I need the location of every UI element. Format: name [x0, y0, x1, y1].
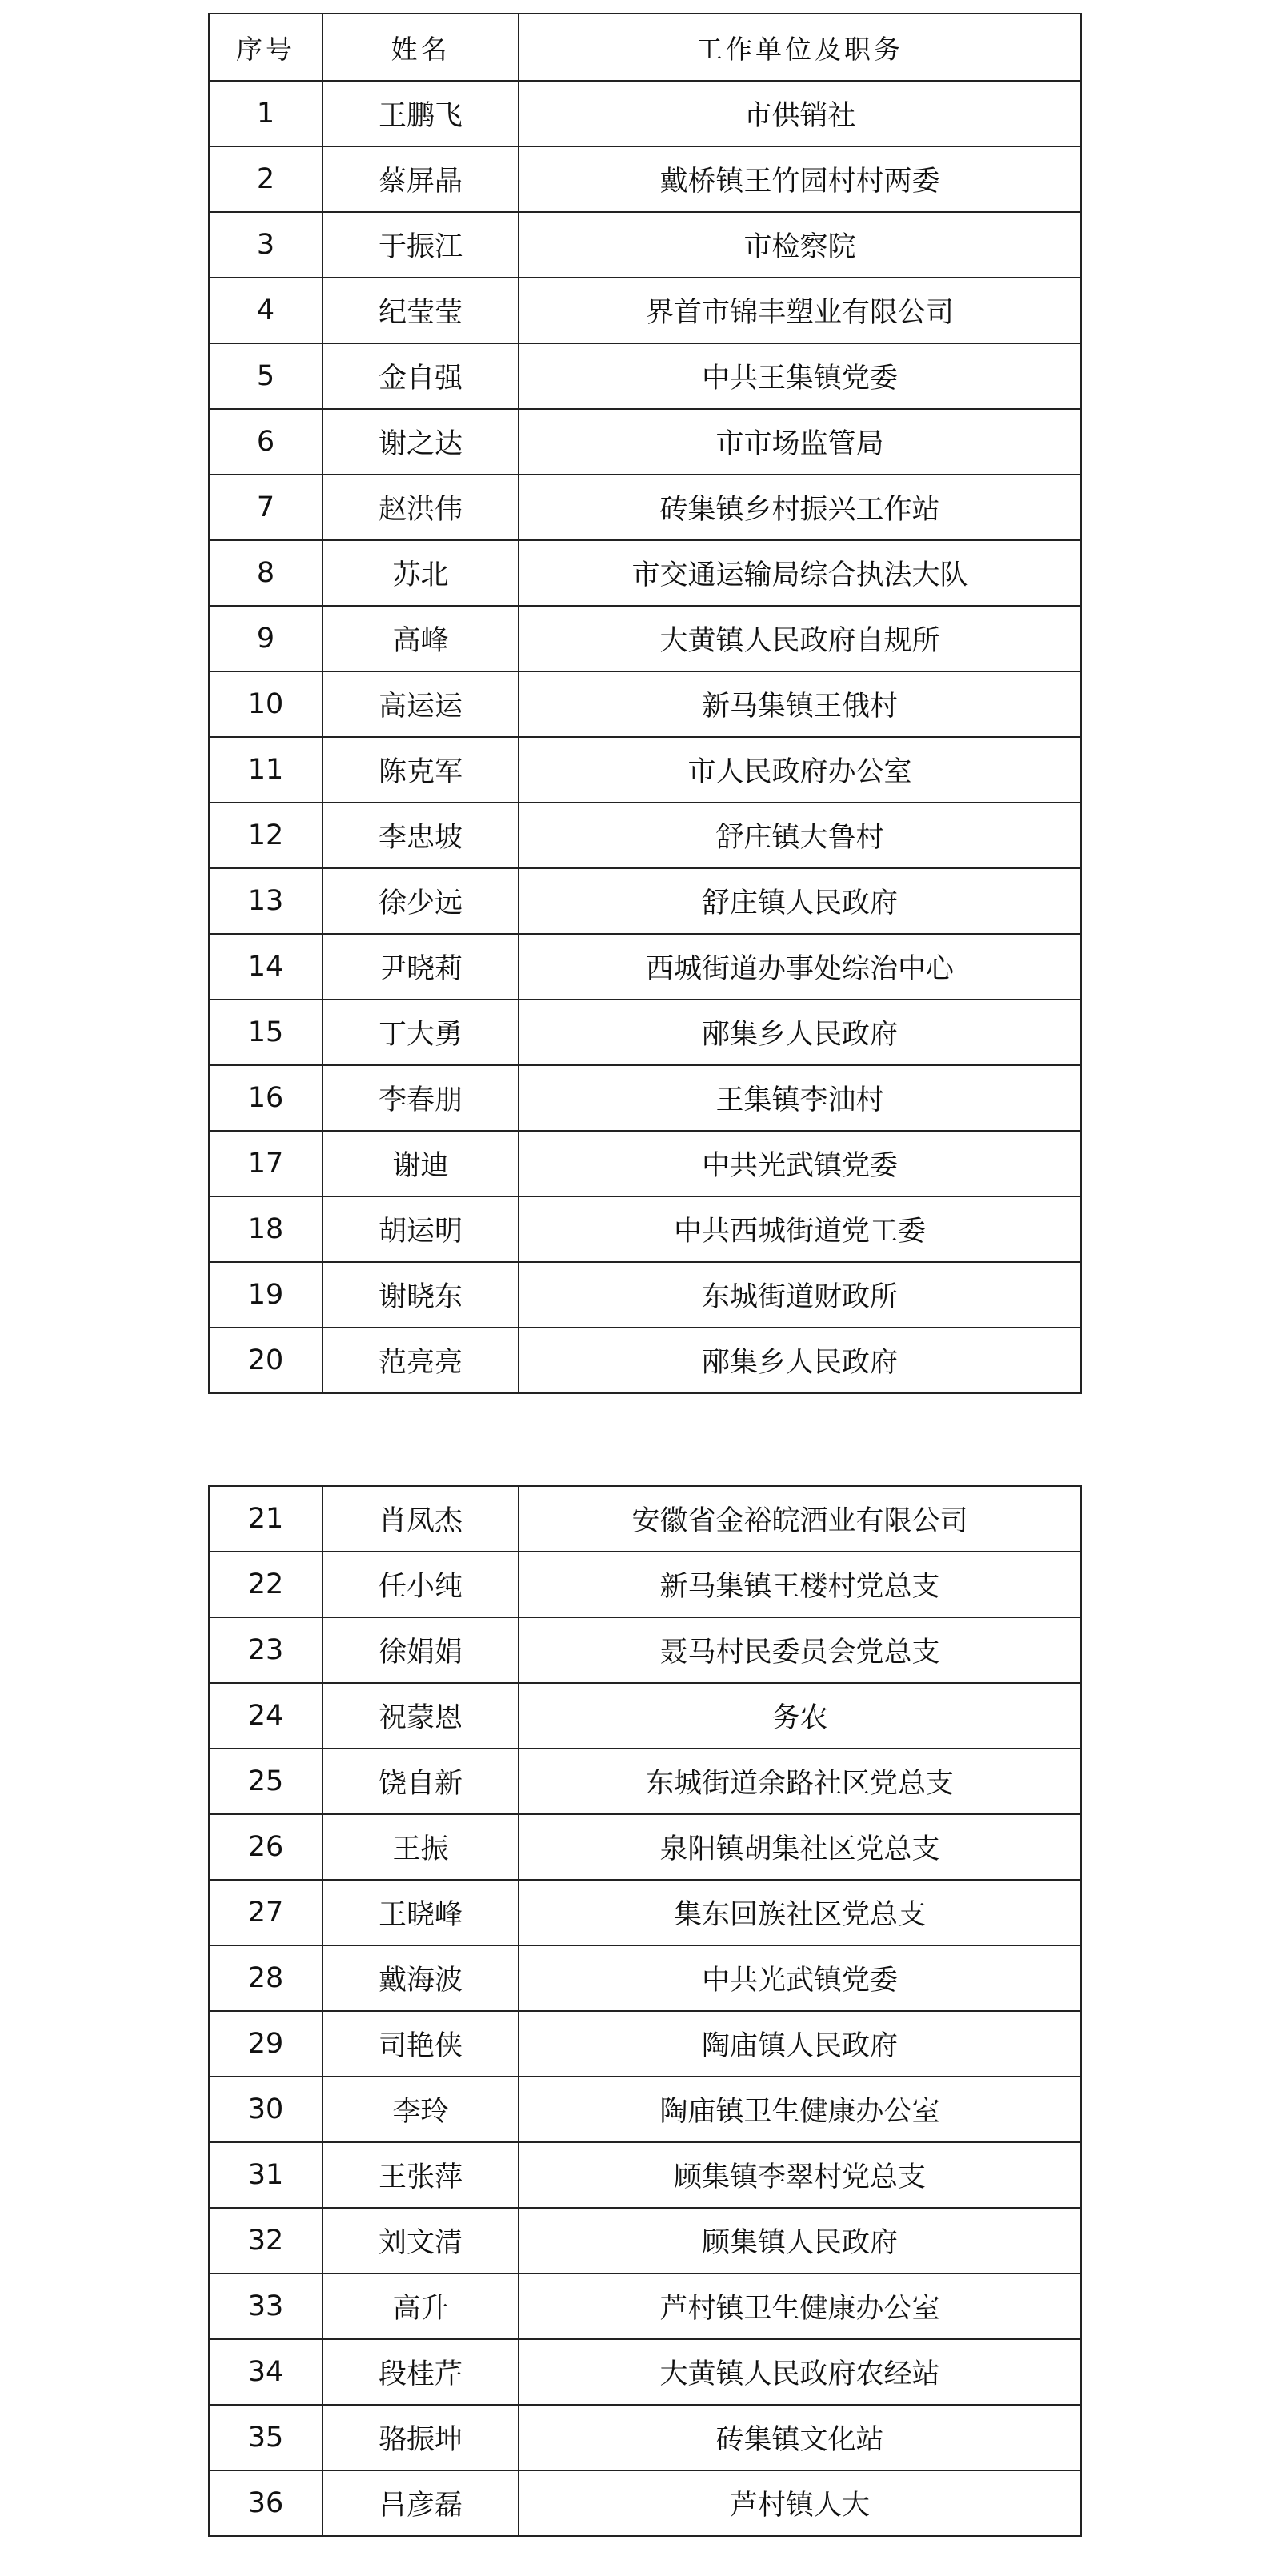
row-org-cell: 市交通运输局综合执法大队	[519, 540, 1081, 606]
table-row	[209, 934, 1081, 1000]
table-row	[209, 1814, 1081, 1880]
row-org-cell: 新马集镇王俄村	[519, 671, 1081, 737]
row-name-cell: 徐娟娟	[323, 1617, 519, 1683]
row-name-cell: 肖凤杰	[323, 1486, 519, 1552]
row-name-cell: 尹晓莉	[323, 934, 519, 1000]
row-org-cell: 中共西城街道党工委	[519, 1196, 1081, 1262]
row-index-cell: 14	[209, 934, 323, 1000]
row-name-cell: 王振	[323, 1814, 519, 1880]
row-index-cell: 17	[209, 1131, 323, 1196]
row-index-cell: 12	[209, 803, 323, 868]
row-index-cell: 21	[209, 1486, 323, 1552]
table-row	[209, 1749, 1081, 1814]
row-org-cell: 邴集乡人民政府	[519, 1000, 1081, 1065]
row-name-cell: 司艳侠	[323, 2011, 519, 2077]
row-index-cell: 15	[209, 1000, 323, 1065]
row-name-cell: 谢晓东	[323, 1262, 519, 1328]
table-row	[209, 409, 1081, 475]
table-row	[209, 606, 1081, 671]
row-org-cell: 东城街道余路社区党总支	[519, 1749, 1081, 1814]
row-index-cell: 31	[209, 2142, 323, 2208]
row-index-cell: 33	[209, 2274, 323, 2339]
row-org-cell: 舒庄镇大鲁村	[519, 803, 1081, 868]
row-org-cell: 界首市锦丰塑业有限公司	[519, 278, 1081, 343]
row-org-cell: 芦村镇卫生健康办公室	[519, 2274, 1081, 2339]
table-row	[209, 1617, 1081, 1683]
row-name-cell: 赵洪伟	[323, 475, 519, 540]
table-row	[209, 1000, 1081, 1065]
row-org-cell: 顾集镇李翠村党总支	[519, 2142, 1081, 2208]
row-org-cell: 市供销社	[519, 81, 1081, 146]
roster-table-1	[208, 13, 1082, 1394]
row-index-cell: 10	[209, 671, 323, 737]
row-index-cell: 9	[209, 606, 323, 671]
table-row	[209, 343, 1081, 409]
roster-table-2	[208, 1485, 1082, 2537]
row-org-cell: 砖集镇文化站	[519, 2405, 1081, 2470]
row-name-cell: 刘文清	[323, 2208, 519, 2274]
row-name-cell: 李玲	[323, 2077, 519, 2142]
row-name-cell: 骆振坤	[323, 2405, 519, 2470]
roster-table-1-body	[209, 14, 1081, 1393]
row-org-cell: 陶庙镇人民政府	[519, 2011, 1081, 2077]
table-row	[209, 2142, 1081, 2208]
table-row	[209, 803, 1081, 868]
row-org-cell: 西城街道办事处综治中心	[519, 934, 1081, 1000]
table-row	[209, 81, 1081, 146]
row-org-cell: 大黄镇人民政府自规所	[519, 606, 1081, 671]
row-name-cell: 徐少远	[323, 868, 519, 934]
row-index-cell: 7	[209, 475, 323, 540]
row-name-cell: 苏北	[323, 540, 519, 606]
header-index-cell: 序号	[209, 14, 323, 81]
table-row	[209, 2011, 1081, 2077]
row-name-cell: 丁大勇	[323, 1000, 519, 1065]
row-name-cell: 祝蒙恩	[323, 1683, 519, 1749]
row-index-cell: 8	[209, 540, 323, 606]
row-name-cell: 谢迪	[323, 1131, 519, 1196]
row-org-cell: 务农	[519, 1683, 1081, 1749]
row-org-cell: 芦村镇人大	[519, 2470, 1081, 2536]
row-org-cell: 新马集镇王楼村党总支	[519, 1552, 1081, 1617]
row-index-cell: 1	[209, 81, 323, 146]
row-org-cell: 砖集镇乡村振兴工作站	[519, 475, 1081, 540]
table-row	[209, 1552, 1081, 1617]
roster-table-2-body	[209, 1486, 1081, 2536]
row-name-cell: 饶自新	[323, 1749, 519, 1814]
row-index-cell: 25	[209, 1749, 323, 1814]
table-row	[209, 1262, 1081, 1328]
row-index-cell: 19	[209, 1262, 323, 1328]
row-index-cell: 26	[209, 1814, 323, 1880]
table-row	[209, 1683, 1081, 1749]
table-row	[209, 278, 1081, 343]
row-index-cell: 18	[209, 1196, 323, 1262]
row-org-cell: 中共光武镇党委	[519, 1945, 1081, 2011]
row-org-cell: 泉阳镇胡集社区党总支	[519, 1814, 1081, 1880]
row-org-cell: 安徽省金裕皖酒业有限公司	[519, 1486, 1081, 1552]
table-row	[209, 2470, 1081, 2536]
row-name-cell: 王鹏飞	[323, 81, 519, 146]
row-org-cell: 市人民政府办公室	[519, 737, 1081, 803]
table-row	[209, 1880, 1081, 1945]
table-row	[209, 212, 1081, 278]
row-index-cell: 3	[209, 212, 323, 278]
table-row	[209, 2339, 1081, 2405]
row-name-cell: 陈克军	[323, 737, 519, 803]
table-row	[209, 1486, 1081, 1552]
row-name-cell: 高峰	[323, 606, 519, 671]
row-org-cell: 中共光武镇党委	[519, 1131, 1081, 1196]
row-index-cell: 2	[209, 146, 323, 212]
row-org-cell: 陶庙镇卫生健康办公室	[519, 2077, 1081, 2142]
table-row	[209, 1328, 1081, 1393]
row-name-cell: 谢之达	[323, 409, 519, 475]
row-org-cell: 东城街道财政所	[519, 1262, 1081, 1328]
table-header-row	[209, 14, 1081, 81]
row-org-cell: 舒庄镇人民政府	[519, 868, 1081, 934]
row-org-cell: 戴桥镇王竹园村村两委	[519, 146, 1081, 212]
row-org-cell: 中共王集镇党委	[519, 343, 1081, 409]
header-name-cell: 姓名	[323, 14, 519, 81]
row-index-cell: 35	[209, 2405, 323, 2470]
row-name-cell: 戴海波	[323, 1945, 519, 2011]
row-name-cell: 金自强	[323, 343, 519, 409]
table-row	[209, 1196, 1081, 1262]
row-org-cell: 聂马村民委员会党总支	[519, 1617, 1081, 1683]
row-org-cell: 大黄镇人民政府农经站	[519, 2339, 1081, 2405]
row-index-cell: 4	[209, 278, 323, 343]
row-index-cell: 36	[209, 2470, 323, 2536]
row-index-cell: 24	[209, 1683, 323, 1749]
row-name-cell: 王张萍	[323, 2142, 519, 2208]
row-name-cell: 李春朋	[323, 1065, 519, 1131]
table-row	[209, 868, 1081, 934]
row-name-cell: 李忠坡	[323, 803, 519, 868]
row-index-cell: 5	[209, 343, 323, 409]
row-org-cell: 市检察院	[519, 212, 1081, 278]
table-row	[209, 475, 1081, 540]
row-index-cell: 29	[209, 2011, 323, 2077]
row-index-cell: 20	[209, 1328, 323, 1393]
row-org-cell: 集东回族社区党总支	[519, 1880, 1081, 1945]
row-index-cell: 23	[209, 1617, 323, 1683]
table-row	[209, 146, 1081, 212]
row-name-cell: 于振江	[323, 212, 519, 278]
table-row	[209, 2077, 1081, 2142]
table-row	[209, 671, 1081, 737]
row-index-cell: 32	[209, 2208, 323, 2274]
row-org-cell: 邴集乡人民政府	[519, 1328, 1081, 1393]
row-org-cell: 市市场监管局	[519, 409, 1081, 475]
row-name-cell: 任小纯	[323, 1552, 519, 1617]
row-name-cell: 段桂芹	[323, 2339, 519, 2405]
row-org-cell: 王集镇李油村	[519, 1065, 1081, 1131]
row-index-cell: 16	[209, 1065, 323, 1131]
row-org-cell: 顾集镇人民政府	[519, 2208, 1081, 2274]
row-index-cell: 6	[209, 409, 323, 475]
row-name-cell: 蔡屏晶	[323, 146, 519, 212]
table-row	[209, 1131, 1081, 1196]
row-index-cell: 30	[209, 2077, 323, 2142]
row-index-cell: 27	[209, 1880, 323, 1945]
row-index-cell: 13	[209, 868, 323, 934]
row-name-cell: 王晓峰	[323, 1880, 519, 1945]
row-name-cell: 吕彦磊	[323, 2470, 519, 2536]
row-name-cell: 高运运	[323, 671, 519, 737]
table-row	[209, 737, 1081, 803]
table-row	[209, 2405, 1081, 2470]
table-row	[209, 2274, 1081, 2339]
row-name-cell: 纪莹莹	[323, 278, 519, 343]
row-name-cell: 胡运明	[323, 1196, 519, 1262]
table-row	[209, 1065, 1081, 1131]
row-name-cell: 范亮亮	[323, 1328, 519, 1393]
row-name-cell: 高升	[323, 2274, 519, 2339]
row-index-cell: 22	[209, 1552, 323, 1617]
row-index-cell: 28	[209, 1945, 323, 2011]
table-row	[209, 2208, 1081, 2274]
header-org-cell: 工作单位及职务	[519, 14, 1081, 81]
table-row	[209, 1945, 1081, 2011]
row-index-cell: 11	[209, 737, 323, 803]
table-row	[209, 540, 1081, 606]
row-index-cell: 34	[209, 2339, 323, 2405]
